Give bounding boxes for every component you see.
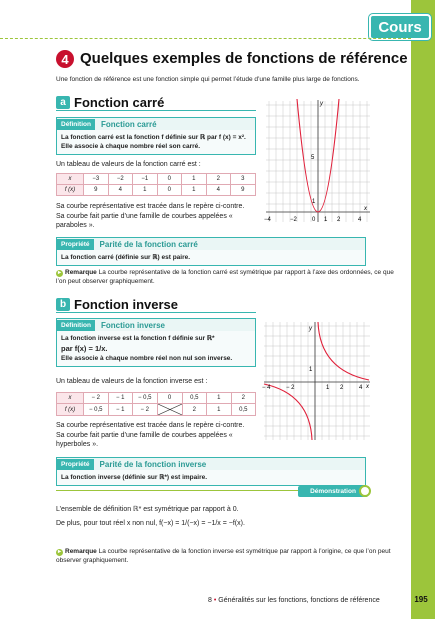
subsection-underline	[56, 312, 256, 313]
table-intro: Un tableau de valeurs de la fonction inverse est :	[56, 378, 208, 385]
footer-chapter-title: Généralités sur les fonctions, fonctions de référence	[218, 597, 380, 604]
definition-tag: Définition	[57, 320, 95, 331]
hyperbola-branch-negative	[264, 384, 312, 440]
demonstration-text: L’ensemble de définition ℝ* est symétrique par rapport à 0.	[56, 506, 239, 513]
side-band	[411, 0, 435, 619]
property-box-inverse	[56, 457, 366, 486]
table-header: f (x)	[57, 185, 84, 196]
table-cell: − 2	[133, 404, 158, 416]
cours-tab[interactable]: Cours	[369, 14, 431, 40]
table-intro: Un tableau de valeurs de la fonction carré est :	[56, 161, 201, 168]
tick-label: 2	[340, 385, 344, 391]
body-text: Sa courbe fait partie d’une famille de courbes appelées « hyperboles ».	[56, 432, 233, 448]
section-title: Quelques exemples de fonctions de référence	[80, 50, 408, 67]
definition-text: La fonction carré est la fonction f définie sur ℝ par f (x) = x².	[61, 134, 246, 141]
tick-label: 4	[358, 217, 362, 223]
body-text: Sa courbe représentative est tracée dans le repère ci-contre.	[56, 422, 245, 429]
table-cell: 4	[206, 185, 231, 196]
subsection-title-carre: Fonction carré	[74, 95, 165, 110]
remark-icon: ▸	[57, 549, 61, 555]
table-cell: 2	[206, 174, 231, 185]
subsection-badge-b: b	[56, 298, 70, 311]
page-number: 195	[414, 595, 428, 604]
table-cell: − 1	[108, 404, 133, 416]
forbidden-cross	[158, 404, 182, 415]
property-box-carre	[56, 237, 366, 266]
section-number: 4	[56, 50, 74, 68]
table-header: x	[57, 174, 84, 185]
table-header: x	[57, 393, 84, 404]
definition-tag: Définition	[57, 119, 95, 130]
property-text: La fonction inverse (définie sur ℝ*) est impaire.	[57, 470, 365, 485]
tick-label: − 4	[262, 385, 271, 391]
property-title: Parité de la fonction inverse	[99, 459, 207, 469]
tick-label: 1	[309, 367, 313, 373]
axis-label-x: x	[364, 206, 367, 212]
remark-icon: ▸	[57, 270, 61, 276]
footer-chapter-number: 8	[208, 597, 212, 604]
demonstration-text: De plus, pour tout réel x non nul, f(−x) = 1/(−x) = −1/x = −f(x).	[56, 520, 245, 527]
table-cell: 0	[157, 174, 182, 185]
table-cell: 9	[231, 185, 256, 196]
subsection-underline	[56, 110, 256, 111]
table-cell: 4	[108, 185, 133, 196]
table-cell: 0,5	[182, 393, 207, 404]
remark-label: Remarque	[65, 269, 97, 276]
property-tag: Propriété	[57, 239, 94, 250]
property-title: Parité de la fonction carré	[99, 239, 198, 249]
tick-label: 1	[326, 385, 330, 391]
definition-text: La fonction inverse est la fonction f définie sur ℝ*	[61, 335, 215, 342]
subsection-badge-a: a	[56, 96, 70, 109]
tick-label: −4	[264, 217, 271, 223]
tick-label: − 2	[286, 385, 295, 391]
hyperbola-branch-positive	[318, 322, 369, 380]
definition-title: Fonction carré	[100, 119, 157, 129]
graph-inverse	[262, 320, 374, 442]
property-text: La fonction carré (définie sur ℝ) est paire.	[57, 250, 365, 265]
table-cell: 1	[133, 185, 158, 196]
tick-label: 2	[337, 217, 341, 223]
table-cell: 2	[182, 404, 207, 416]
remark-label: Remarque	[65, 548, 97, 555]
axis-label-x: x	[366, 384, 369, 390]
table-cell: 1	[207, 404, 232, 416]
value-table-carre	[56, 173, 256, 196]
table-cell: 9	[84, 185, 109, 196]
property-tag: Propriété	[57, 459, 94, 470]
remark-text: La courbe représentative de la fonction carré est symétrique par rapport à l’axe des ordonnées, ce que l’on peut observer graphiquement.	[56, 269, 394, 285]
table-cell: −2	[108, 174, 133, 185]
top-divider	[0, 38, 411, 39]
table-cell: − 0,5	[133, 393, 158, 404]
section-intro: Une fonction de référence est une fonction simple qui permet l’étude d’une famille plus large de fonctions.	[56, 76, 360, 83]
table-cell: 1	[182, 174, 207, 185]
table-cell: 3	[231, 174, 256, 185]
axis-label-y: y	[309, 326, 312, 332]
axis-label-y: y	[320, 101, 323, 107]
tick-label: 5	[311, 155, 315, 161]
definition-text: par f(x) = 1/x.	[61, 344, 108, 353]
demonstration-icon[interactable]	[359, 485, 371, 497]
table-cell-forbidden	[157, 404, 182, 416]
table-cell: −3	[84, 174, 109, 185]
table-cell: 0	[157, 185, 182, 196]
table-cell: 1	[207, 393, 232, 404]
tick-label: −2	[290, 217, 297, 223]
table-cell: − 0,5	[84, 404, 109, 416]
table-header: f (x)	[57, 404, 84, 416]
definition-box-inverse	[56, 318, 256, 367]
table-cell: 0	[157, 393, 182, 404]
table-cell: 2	[231, 393, 256, 404]
tick-label: 4	[359, 385, 363, 391]
subsection-title-inverse: Fonction inverse	[74, 297, 179, 312]
body-text: Sa courbe représentative est tracée dans le repère ci-contre.	[56, 203, 245, 210]
remark-text: La courbe représentative de la fonction inverse est symétrique par rapport à l’origine, ce que l’on peut observer graphiquement.	[56, 548, 391, 564]
tick-label: 0	[312, 217, 316, 223]
table-cell: −1	[133, 174, 158, 185]
definition-title: Fonction inverse	[100, 320, 165, 330]
table-cell: − 1	[108, 393, 133, 404]
table-cell: 0,5	[231, 404, 256, 416]
definition-box-carre	[56, 117, 256, 155]
remark-inverse	[56, 547, 401, 565]
definition-text: Elle associe à chaque nombre réel non nul son inverse.	[61, 355, 233, 362]
table-cell: − 2	[84, 393, 109, 404]
graph-carre	[264, 97, 374, 227]
value-table-inverse	[56, 392, 256, 416]
footer-chapter: 8 • Généralités sur les fonctions, fonctions de référence	[208, 597, 380, 604]
tick-label: 1	[312, 199, 316, 205]
demonstration-button[interactable]: Démonstration	[298, 486, 368, 497]
definition-text: Elle associe à chaque nombre réel son carré.	[61, 143, 201, 150]
tick-label: 1	[324, 217, 328, 223]
remark-carre	[56, 268, 401, 286]
body-text: Sa courbe fait partie d’une famille de courbes appelées « paraboles ».	[56, 213, 233, 229]
table-cell: 1	[182, 185, 207, 196]
graph-grid	[264, 322, 370, 440]
